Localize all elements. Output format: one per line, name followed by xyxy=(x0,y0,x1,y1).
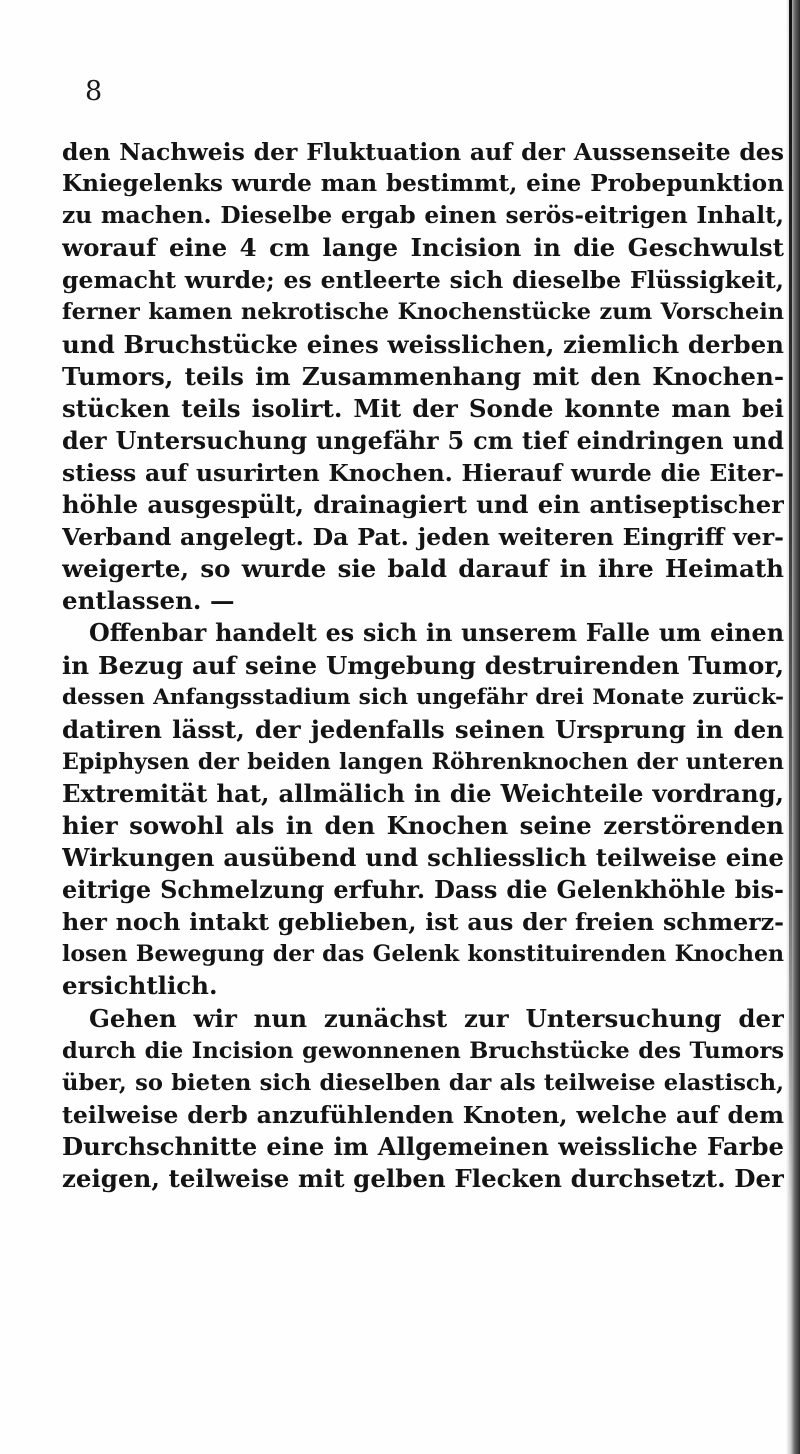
text-line: der Untersuchung ungefähr 5 cm tief eindringen und xyxy=(62,426,784,455)
page-number: 8 xyxy=(85,76,103,107)
body-text xyxy=(62,136,784,1195)
text-line: stücken teils isolirt. Mit der Sonde konnte man bei xyxy=(62,393,784,423)
text-line: eitrige Schmelzung erfuhr. Dass die Gelenkhöhle bis- xyxy=(62,876,784,905)
text-line: Kniegelenks wurde man bestimmt, eine Probepunktion xyxy=(62,170,784,198)
text-line: hier sowohl als in den Knochen seine zerstörenden xyxy=(62,810,784,840)
text-line: Tumors, teils im Zusammenhang mit den Knochen- xyxy=(62,361,784,391)
text-line: her noch intakt geblieben, ist aus der freien schmerz- xyxy=(62,908,784,937)
text-line: Gehen wir nun zunächst zur Untersuchung der xyxy=(89,1003,784,1033)
text-line: weigerte, so wurde sie bald darauf in ihre Heimath xyxy=(62,554,784,584)
text-line: Verband angelegt. Da Pat. jeden weiteren Eingriff ver- xyxy=(62,523,784,552)
text-line: höhle ausgespült, drainagiert und ein antiseptischer xyxy=(62,490,784,520)
text-line: losen Bewegung der das Gelenk konstituirenden Knochen xyxy=(62,941,784,968)
page-edge-line xyxy=(789,0,792,1200)
text-line: gemacht wurde; es entleerte sich dieselbe Flüssigkeit, xyxy=(62,266,784,295)
text-line: dessen Anfangsstadium sich ungefähr drei Monate zurück- xyxy=(62,684,784,710)
text-line: zeigen, teilweise mit gelben Flecken durchsetzt. Der xyxy=(62,1164,784,1193)
text-line: ersichtlich. xyxy=(62,971,218,1001)
text-line: Epiphysen der beiden langen Röhrenknochen der unteren xyxy=(62,748,784,775)
text-line: datiren lässt, der jedenfalls seinen Ursprung in den xyxy=(62,714,784,744)
text-line: worauf eine 4 cm lange Incision in die Geschwulst xyxy=(62,233,784,263)
text-line: Wirkungen ausübend und schliesslich teilweise eine xyxy=(62,843,784,873)
text-line: teilweise derb anzufühlenden Knoten, welche auf dem xyxy=(62,1100,784,1129)
text-line: den Nachweis der Fluktuation auf der Aussenseite des xyxy=(62,138,784,166)
text-line: entlassen. — xyxy=(62,586,235,616)
text-line: ferner kamen nekrotische Knochenstücke zum Vorschein xyxy=(62,299,784,326)
text-line: Extremität hat, allmälich in die Weichteile vordrang, xyxy=(62,778,784,808)
text-line: durch die Incision gewonnenen Bruchstücke des Tumors xyxy=(62,1037,784,1064)
text-line: und Bruchstücke eines weisslichen, ziemlich derben xyxy=(62,329,784,359)
text-line: Offenbar handelt es sich in unserem Falle um einen xyxy=(89,619,784,648)
text-line: in Bezug auf seine Umgebung destruirenden Tumor, xyxy=(62,650,784,680)
text-line: über, so bieten sich dieselben dar als teilweise elastisch, xyxy=(62,1069,784,1096)
text-line: zu machen. Dieselbe ergab einen serös-eitrigen Inhalt, xyxy=(62,202,784,230)
text-line: stiess auf usurirten Knochen. Hierauf wurde die Eiter- xyxy=(62,458,784,487)
text-line: Durchschnitte eine im Allgemeinen weissliche Farbe xyxy=(62,1131,784,1161)
